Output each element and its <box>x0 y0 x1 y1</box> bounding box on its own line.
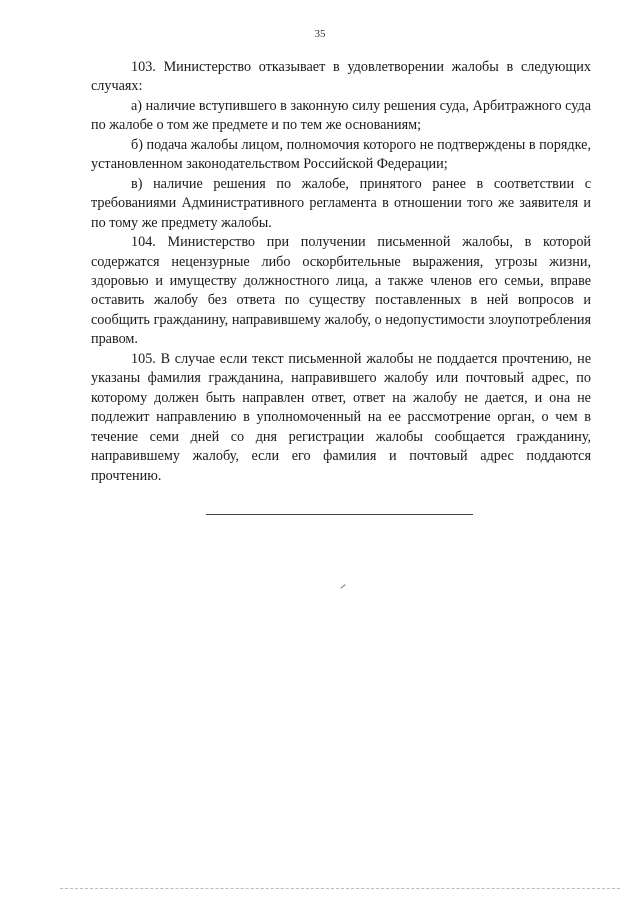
paragraph-104: 104. Министерство при получении письменной жалобы, в которой содержатся нецензурные либо оскорбительные выражения, угрозы жизни, здоровью и имуществу должностного лица, а также членов его семьи, вправе оставить жалобу без ответа по существу поставленных в ней вопросов и сообщить гражданину, направившему жалобу, о недопустимости злоупотребления правом. <box>91 234 591 348</box>
page-number: 35 <box>314 28 326 40</box>
paragraph-105: 105. В случае если текст письменной жалобы не поддается прочтению, не указаны фамилия гражданина, направившего жалобу или почтовый адрес, по которому должен быть направлен ответ, ответ на жалобу не дается, и она не подлежит направлению в уполномоченный на ее рассмотрение орган, о чем в течение семи дней со дня регистрации жалобы сообщается гражданину, направившему жалобу, если его фамилия и почтовый адрес поддаются прочтению. <box>91 350 591 484</box>
paragraph-103: 103. Министерство отказывает в удовлетворении жалобы в следующих случаях: <box>91 59 591 95</box>
end-of-text-rule <box>206 514 473 515</box>
document-body <box>91 58 591 486</box>
paragraph-103-b: б) подача жалобы лицом, полномочия которого не подтверждены в порядке, установленном законодательством Российской Федерации; <box>91 136 591 173</box>
footer-scan-artifact <box>60 888 620 889</box>
paragraph-103-v: в) наличие решения по жалобе, принятого ранее в соответствии с требованиями Административного регламента в отношении того же заявителя и по тому же предмету жалобы. <box>91 175 591 231</box>
paragraph-103-a: а) наличие вступившего в законную силу решения суда, Арбитражного суда по жалобе о том же предмете и по тем же основаниям; <box>91 97 591 134</box>
scan-artifact-mark <box>340 584 345 589</box>
